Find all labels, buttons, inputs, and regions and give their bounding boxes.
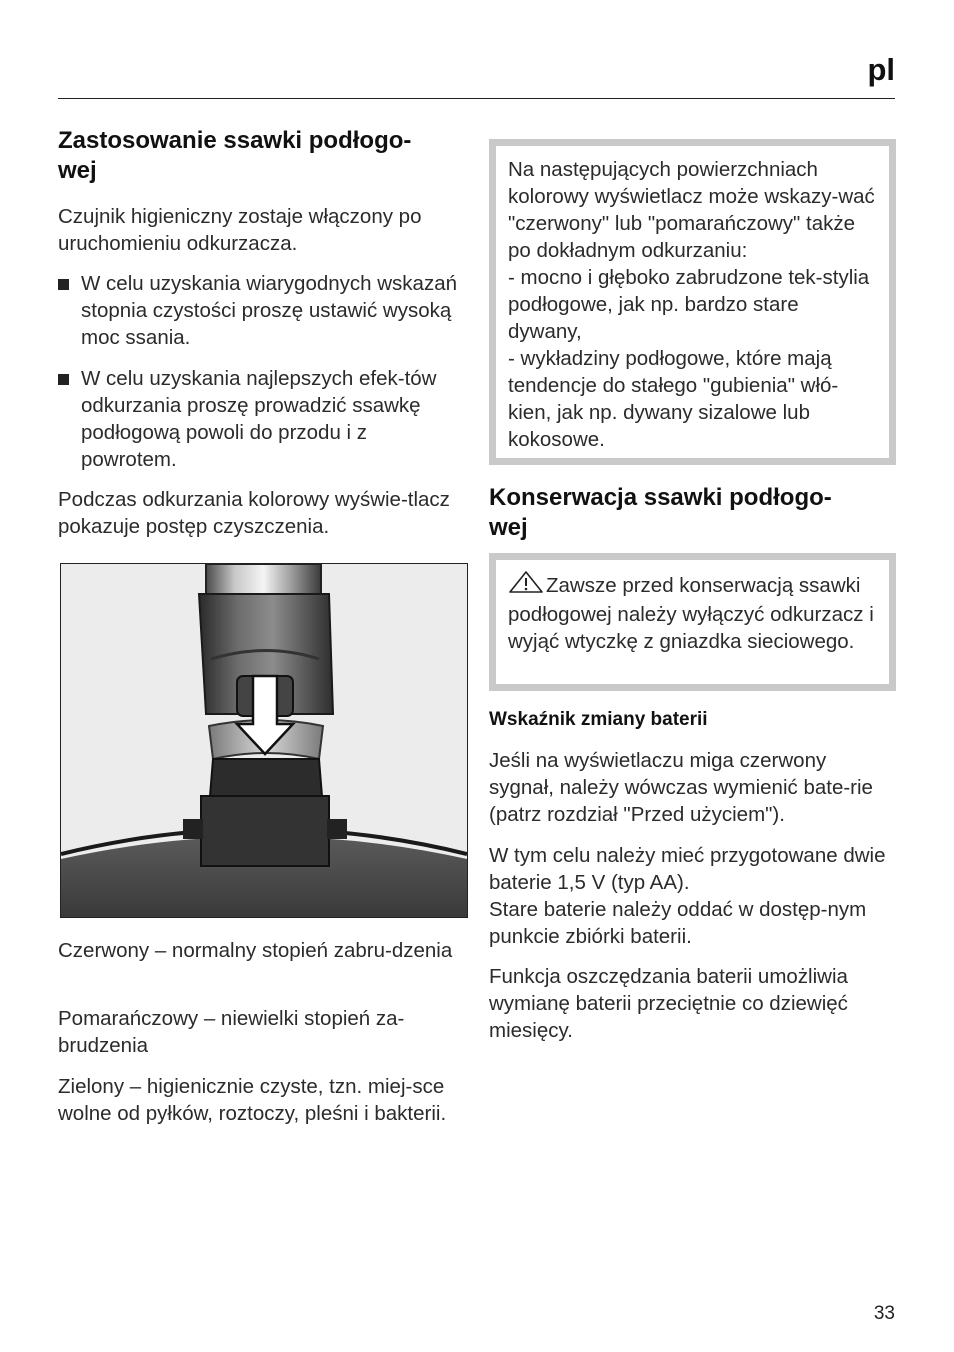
intro-paragraph: Czujnik higieniczny zostaje włączony po uruchomieniu odkurzacza. — [58, 205, 422, 255]
note-box — [489, 139, 896, 465]
warning-box — [489, 553, 896, 691]
battery-subheading: Wskaźnik zmiany baterii — [489, 709, 708, 730]
battery-paragraph-2: W tym celu należy mieć przygotowane dwie baterie 1,5 V (typ AA). Stare baterie należy oddać w dostęp-nym punkcie zbiórki baterii. — [489, 844, 886, 948]
page-number: 33 — [873, 1303, 895, 1324]
header-rule — [58, 98, 895, 99]
section-heading-maintenance: Konserwacja ssawki podłogo- wej — [489, 484, 832, 541]
language-label: pl — [867, 52, 895, 87]
legend-red: Czerwony – normalny stopień zabru-dzenia — [58, 939, 453, 962]
legend-green: Zielony – higienicznie czyste, tzn. miej-sce wolne od pyłków, roztoczy, pleśni i bakterii. — [58, 1075, 447, 1125]
battery-paragraph-3: Funkcja oszczędzania baterii umożliwia wymianę baterii przeciętnie co dziewięć miesięcy. — [489, 965, 848, 1042]
bullet-item: W celu uzyskania najlepszych efek-tów odkurzania proszę prowadzić ssawkę podłogową powoli do przodu i z powrotem. — [58, 365, 468, 473]
bullet-list — [58, 270, 468, 473]
bullet-item: W celu uzyskania wiarygodnych wskazań stopnia czystości proszę ustawić wysoką moc ssania. — [58, 270, 468, 351]
note-text: Na następujących powierzchniach kolorowy wyświetlacz może wskazy-wać "czerwony" lub "pomarańczowy" także po dokładnym odkurzaniu: - mocno i głęboko zabrudzone tek-stylia podłogowe, jak np. bardzo stare dywany, - wykładziny podłogowe, które mają tendencje do stałego "gubienia" włó-kien, jak np. dywany sizalowe lub kokosowe. — [508, 158, 875, 451]
section-heading-usage: Zastosowanie ssawki podłogo- wej — [58, 127, 412, 184]
warning-triangle-icon — [508, 570, 544, 601]
battery-paragraph-1: Jeśli na wyświetlaczu miga czerwony sygnał, należy wówczas wymienić bate-rie (patrz rozdział "Przed użyciem"). — [489, 749, 873, 826]
warning-text: Zawsze przed konserwacją ssawki podłogowej należy wyłączyć odkurzacz i wyjąć wtyczkę z gniazdka sieciowego. — [508, 574, 874, 653]
legend-orange: Pomarańczowy – niewielki stopień za-brudzenia — [58, 1007, 405, 1057]
progress-paragraph: Podczas odkurzania kolorowy wyświe-tlacz pokazuje postęp czyszczenia. — [58, 488, 450, 538]
vacuum-nozzle-illustration — [60, 563, 468, 918]
